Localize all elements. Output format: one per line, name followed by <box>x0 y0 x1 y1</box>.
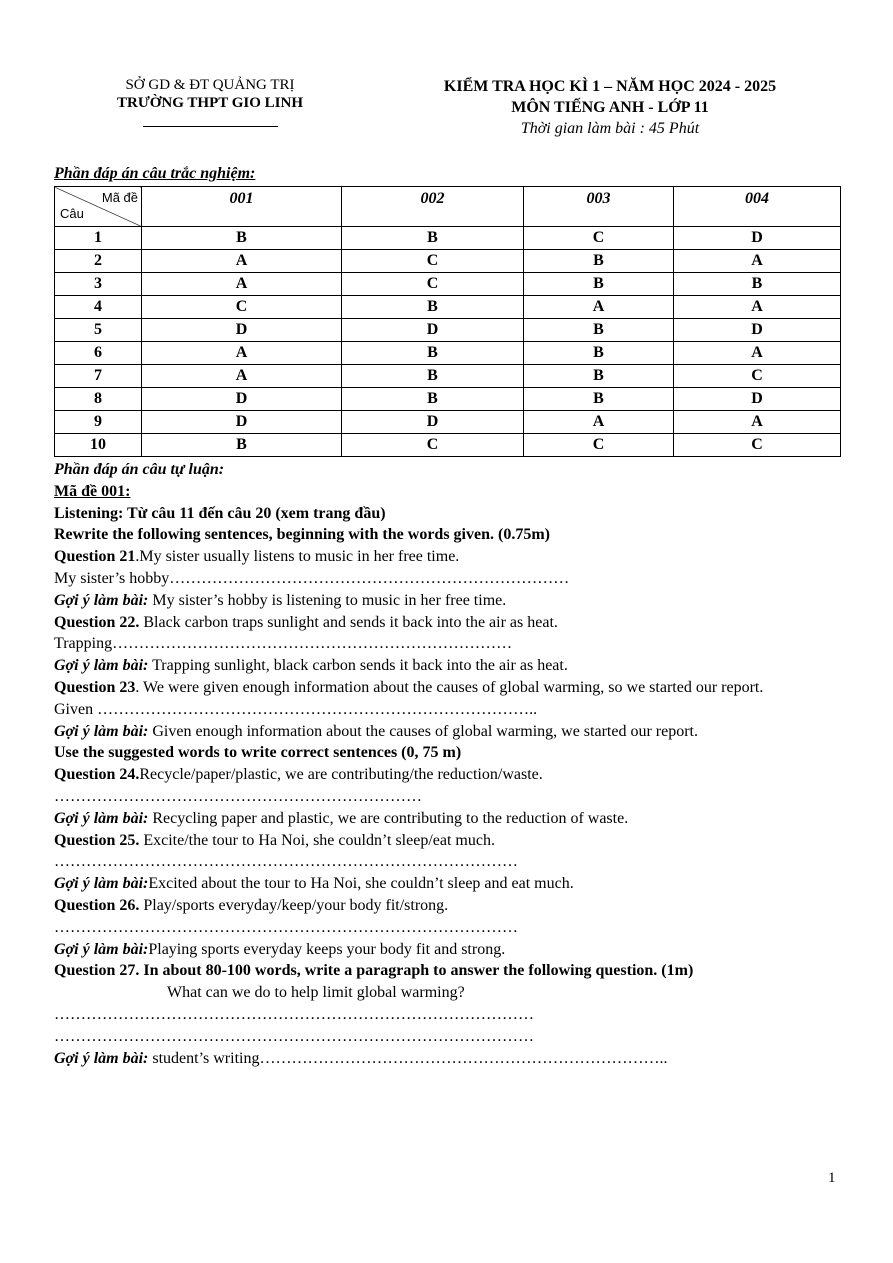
answer-cell: C <box>342 273 524 296</box>
answer-cell: D <box>674 227 841 250</box>
school-name: TRƯỜNG THPT GIO LINH <box>116 95 303 111</box>
answer-cell: B <box>342 342 524 365</box>
question-number-cell: 3 <box>55 273 142 296</box>
answer-start-line: Given ……………………………………………………………………….. <box>54 700 538 718</box>
table-row <box>55 250 841 273</box>
hint-27 <box>54 1048 844 1070</box>
answer-cell: A <box>674 342 841 365</box>
department-name: SỞ GD & ĐT QUẢNG TRỊ <box>125 77 295 93</box>
answer-cell: B <box>342 227 524 250</box>
essay-section-title <box>54 459 844 481</box>
header-underline <box>143 126 278 127</box>
answer-cell: A <box>142 273 342 296</box>
hint-label: Gợi ý làm bài: <box>54 875 149 893</box>
question-25 <box>54 830 844 852</box>
page-number: 1 <box>828 1170 836 1186</box>
answer-cell: A <box>674 411 841 434</box>
corner-label-question: Câu <box>60 206 84 221</box>
answer-start-line: Trapping………………………………………………………………… <box>54 635 513 653</box>
question-21 <box>54 546 844 568</box>
hint-text: Trapping sunlight, black carbon sends it back into the air as heat. <box>148 657 568 675</box>
exam-title: KIỂM TRA HỌC KÌ 1 – NĂM HỌC 2024 - 2025 <box>443 78 777 95</box>
hint-label: Gợi ý làm bài: <box>54 657 149 675</box>
answer-cell: A <box>142 342 342 365</box>
hint-24 <box>54 808 844 830</box>
question-label: Question 21 <box>54 548 136 566</box>
table-row <box>55 411 841 434</box>
question-label: Question 26. <box>54 896 140 914</box>
hint-26 <box>54 939 844 961</box>
answer-cell: A <box>142 250 342 273</box>
table-corner-cell <box>55 187 142 227</box>
answer-start-line: My sister’s hobby………………………………………………………………… <box>54 569 570 587</box>
answer-cell: D <box>674 319 841 342</box>
table-row <box>55 319 841 342</box>
table-row <box>55 342 841 365</box>
answer-cell: B <box>342 296 524 319</box>
hint-label: Gợi ý làm bài: <box>54 940 149 958</box>
table-row <box>55 388 841 411</box>
table-row <box>55 227 841 250</box>
answer-cell: B <box>524 388 674 411</box>
dotted-answer-line: …………………………………………………………… <box>54 787 422 805</box>
question-27-prompt: What can we do to help limit global warming? <box>167 984 465 1002</box>
answer-cell: C <box>142 296 342 319</box>
answer-cell: D <box>142 319 342 342</box>
question-text: Recycle/paper/plastic, we are contributing/the reduction/waste. <box>139 766 543 784</box>
answer-cell: B <box>342 388 524 411</box>
answer-table-body <box>55 227 841 457</box>
question-text: Black carbon traps sunlight and sends it back into the air as heat. <box>139 613 558 631</box>
answer-cell: B <box>524 273 674 296</box>
answer-cell: D <box>342 319 524 342</box>
question-number-cell: 10 <box>55 434 142 457</box>
question-label: Question 22. <box>54 613 140 631</box>
answer-cell: D <box>142 388 342 411</box>
hint-text: My sister’s hobby is listening to music in her free time. <box>148 591 507 609</box>
hint-text: Excited about the tour to Ha Noi, she couldn’t sleep and eat much. <box>148 875 574 893</box>
answer-cell: B <box>524 342 674 365</box>
answer-cell: D <box>342 411 524 434</box>
suggest-instruction: Use the suggested words to write correct sentences (0, 75 m) <box>54 744 462 762</box>
question-label: Question 23 <box>54 678 136 696</box>
question-text: . We were given enough information about the causes of global warming, so we started our report. <box>135 678 764 696</box>
question-number-cell: 7 <box>55 365 142 388</box>
question-number-cell: 9 <box>55 411 142 434</box>
corner-label-code: Mã đề <box>101 190 138 205</box>
answer-cell: B <box>142 434 342 457</box>
answer-cell: D <box>142 411 342 434</box>
hint-22 <box>54 655 844 677</box>
answer-cell: B <box>524 319 674 342</box>
answer-cell: C <box>524 227 674 250</box>
answer-cell: B <box>674 273 841 296</box>
hint-21 <box>54 590 844 612</box>
answer-cell: C <box>674 434 841 457</box>
question-26 <box>54 895 844 917</box>
answer-cell: A <box>142 365 342 388</box>
code-header: 002 <box>342 187 524 227</box>
table-row <box>55 296 841 319</box>
code-header: 004 <box>674 187 841 227</box>
hint-label: Gợi ý làm bài: <box>54 809 149 827</box>
code-header: 003 <box>524 187 674 227</box>
mc-section-title: Phần đáp án câu trắc nghiệm: <box>54 165 256 182</box>
answer-table <box>54 186 841 457</box>
table-header-row <box>55 187 841 227</box>
answer-cell: B <box>524 250 674 273</box>
essay-title-text: Phần đáp án câu tự luận: <box>54 461 225 478</box>
question-number-cell: 1 <box>55 227 142 250</box>
hint-label: Gợi ý làm bài: <box>54 1049 149 1067</box>
answer-cell: B <box>342 365 524 388</box>
question-27: Question 27. In about 80-100 words, write a paragraph to answer the following question. (1m) <box>54 962 694 980</box>
dotted-answer-line: …………………………………………………………………………… <box>54 853 518 871</box>
answer-cell: A <box>674 296 841 319</box>
hint-25 <box>54 873 844 895</box>
question-label: Question 25. <box>54 831 140 849</box>
subject-title: MÔN TIẾNG ANH - LỚP 11 <box>511 99 709 116</box>
hint-text: Given enough information about the causes of global warming, we started our report. <box>148 722 698 740</box>
answer-cell: A <box>524 296 674 319</box>
answer-cell: C <box>674 365 841 388</box>
hint-23 <box>54 721 844 743</box>
header-right <box>400 76 820 139</box>
question-label: Question 24. <box>54 766 140 784</box>
answer-cell: C <box>342 250 524 273</box>
hint-text: student’s writing………………………………………………………………….. <box>148 1049 668 1067</box>
question-text: Play/sports everyday/keep/your body fit/strong. <box>139 896 449 914</box>
question-number-cell: 5 <box>55 319 142 342</box>
answer-cell: B <box>142 227 342 250</box>
exam-time: Thời gian làm bài : 45 Phút <box>520 120 700 137</box>
question-23 <box>54 677 844 699</box>
table-row <box>55 434 841 457</box>
question-number-cell: 2 <box>55 250 142 273</box>
table-row <box>55 273 841 296</box>
hint-text: Playing sports everyday keeps your body fit and strong. <box>148 940 506 958</box>
question-text: .My sister usually listens to music in her free time. <box>135 548 460 566</box>
header-left <box>105 76 315 127</box>
answer-cell: C <box>342 434 524 457</box>
hint-text: Recycling paper and plastic, we are contributing to the reduction of waste. <box>148 809 629 827</box>
exam-code-label: Mã đề 001: <box>54 482 131 500</box>
answer-cell: C <box>524 434 674 457</box>
question-number-cell: 8 <box>55 388 142 411</box>
listening-note: Listening: Từ câu 11 đến câu 20 (xem trang đầu) <box>54 504 386 522</box>
question-24 <box>54 764 844 786</box>
answer-cell: A <box>524 411 674 434</box>
hint-label: Gợi ý làm bài: <box>54 591 149 609</box>
table-row <box>55 365 841 388</box>
dotted-answer-line: ……………………………………………………………………………… <box>54 1005 534 1023</box>
answer-cell: D <box>674 388 841 411</box>
question-text: Excite/the tour to Ha Noi, she couldn’t sleep/eat much. <box>139 831 495 849</box>
answer-cell: B <box>524 365 674 388</box>
question-22 <box>54 612 844 634</box>
dotted-answer-line: …………………………………………………………………………… <box>54 918 518 936</box>
hint-label: Gợi ý làm bài: <box>54 722 149 740</box>
question-number-cell: 4 <box>55 296 142 319</box>
answer-cell: A <box>674 250 841 273</box>
dotted-answer-line: ……………………………………………………………………………… <box>54 1027 534 1045</box>
question-number-cell: 6 <box>55 342 142 365</box>
rewrite-instruction: Rewrite the following sentences, beginning with the words given. (0.75m) <box>54 526 550 544</box>
code-header: 001 <box>142 187 342 227</box>
essay-section <box>54 459 844 1069</box>
